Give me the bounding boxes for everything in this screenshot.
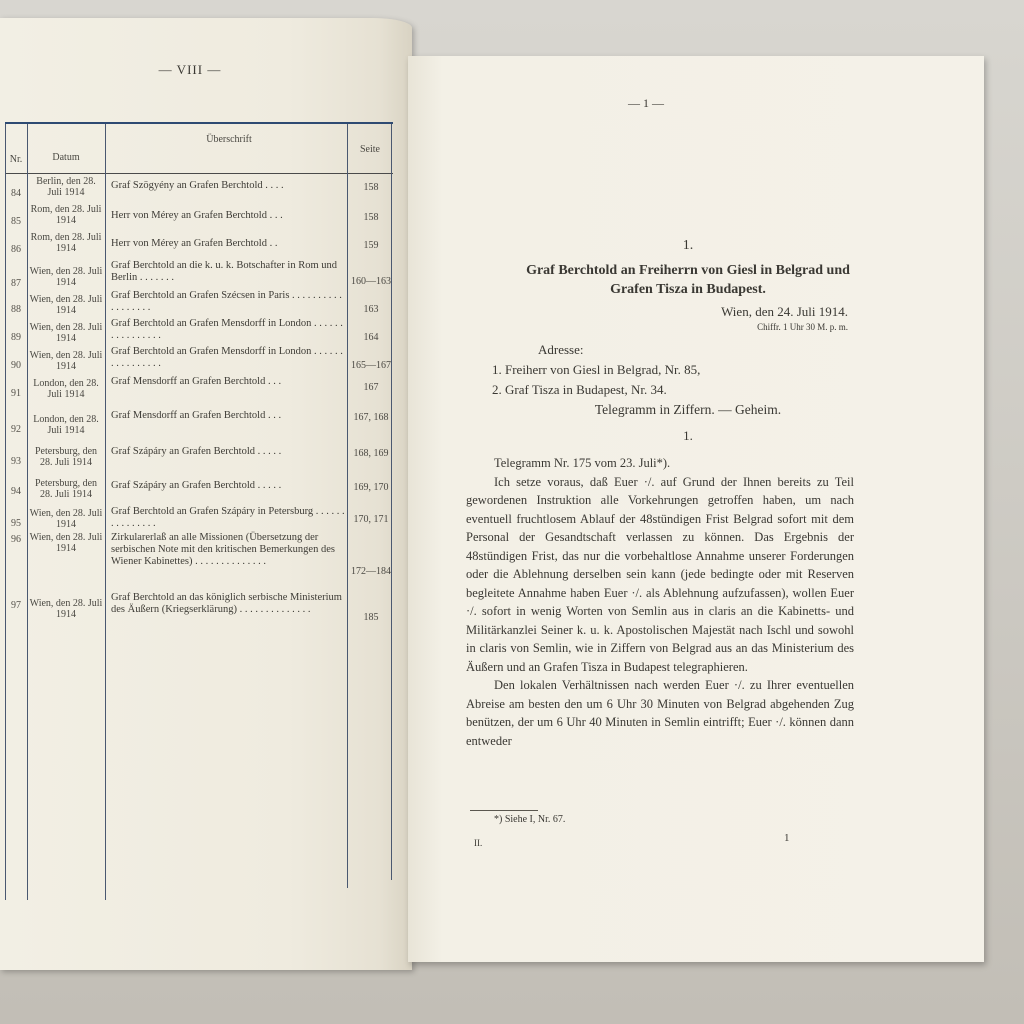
- telegram-number: 1.: [683, 428, 693, 443]
- row-nr: 86: [11, 244, 21, 255]
- row-page: 158: [363, 212, 379, 223]
- row-date: Wien, den 28. Juli 1914: [29, 294, 103, 316]
- right-page-header: — 1 —: [628, 96, 664, 110]
- row-title: Graf Berchtold an Grafen Szápáry in Petersburg . . . . . . . . . . . . . . .: [111, 506, 345, 529]
- row-title: Graf Szápáry an Grafen Berchtold . . . . .: [111, 446, 282, 457]
- th-seite: Seite: [360, 144, 380, 155]
- address-line: 1. Freiherr von Giesl in Belgrad, Nr. 85,: [492, 362, 701, 377]
- table-col-divider: [347, 124, 348, 888]
- row-page: 159: [363, 240, 379, 251]
- row-page: 168, 169: [353, 448, 389, 459]
- row-nr: 93: [11, 456, 21, 467]
- table-top-rule: [5, 122, 393, 124]
- row-page: 185: [363, 612, 379, 623]
- row-nr: 84: [11, 188, 21, 199]
- row-date: Wien, den 28. Juli 1914: [29, 266, 103, 288]
- row-nr: 96: [11, 534, 21, 545]
- telegram-reference: Telegramm Nr. 175 vom 23. Juli*).: [494, 456, 671, 470]
- row-nr: 85: [11, 216, 21, 227]
- row-nr: 89: [11, 332, 21, 343]
- cipher-time: Chiffr. 1 Uhr 30 M. p. m.: [757, 322, 848, 332]
- body-text: [466, 454, 854, 750]
- row-page: 158: [363, 182, 379, 193]
- row-title: Graf Szápáry an Grafen Berchtold . . . . .: [111, 480, 282, 491]
- footnote: *) Siehe I, Nr. 67.: [494, 814, 566, 825]
- row-title: Herr von Mérey an Grafen Berchtold . . .: [111, 210, 283, 221]
- table-border-right: [391, 124, 392, 880]
- toc-table: [5, 118, 393, 900]
- row-page: 172—184: [351, 566, 391, 577]
- row-title: Graf Berchtold an das königlich serbische Ministerium des Äußern (Kriegserklärung) . . . . . . . . . . . . . .: [111, 592, 342, 615]
- left-page-header: — VIII —: [158, 62, 222, 77]
- row-date: Wien, den 28. Juli 1914: [29, 322, 103, 344]
- row-nr: 94: [11, 486, 21, 497]
- row-nr: 87: [11, 278, 21, 289]
- row-nr: 92: [11, 424, 21, 435]
- row-date: Rom, den 28. Juli 1914: [30, 232, 102, 254]
- left-page: [0, 18, 412, 970]
- row-title: Graf Berchtold an Grafen Mensdorff in London . . . . . . . . . . . . . . . .: [111, 346, 343, 369]
- address-label: Adresse:: [538, 342, 584, 357]
- row-date: Wien, den 28. Juli 1914: [29, 508, 103, 530]
- row-title: Zirkularerlaß an alle Missionen (Übersetzung der serbischen Note mit den kritischen Bemerkungen des Wiener Kabinettes) . . . . . . . . . . . . . .: [111, 532, 335, 567]
- signature-number: 1: [784, 832, 790, 844]
- row-page: 160—163: [351, 276, 391, 287]
- document-title-line: Grafen Tisza in Budapest.: [610, 282, 766, 297]
- right-page: [408, 56, 984, 962]
- row-date: Wien, den 28. Juli 1914: [29, 598, 103, 620]
- table-col-divider: [27, 124, 28, 900]
- row-title: Graf Berchtold an Grafen Mensdorff in London . . . . . . . . . . . . . . . .: [111, 318, 343, 341]
- row-page: 163: [363, 304, 379, 315]
- row-page: 170, 171: [353, 514, 389, 525]
- dateline: Wien, den 24. Juli 1914.: [721, 304, 848, 319]
- row-page: 167: [363, 382, 379, 393]
- row-date: Wien, den 28. Juli 1914: [29, 532, 103, 554]
- paragraph: Ich setze voraus, daß Euer ·/. auf Grund der Ihnen bereits zu Teil gewordenen Instruktion alle Vorkehrungen getroffen haben, um nach eventuell fruchtlosem Ablauf der 48stündigen Frist Belgrad sofort mit dem Personal der Gesandtschaft verlassen zu können. Das Ergebnis der 48stündigen Frist, das nur die vorbehaltlose Annahme unserer Forderungen oder die Ablehnung derselben sein kann (jede bedingte oder mit Reserven begleitete Annahme haben Euer ·/. als Ablehnung aufzufassen), wollen Euer ·/. sofort in wenig Worten von Semlin aus in claris an die Kabinetts- und Militärkanzlei Seiner k. u. k. Apostolischen Majestät nach Ischl und sowohl in claris von Semlin, wie in Ziffern von Belgrad aus an das Ministerium des Äußern und an Grafen Tisza in Budapest telegraphieren.: [466, 474, 854, 674]
- row-date: Petersburg, den 28. Juli 1914: [34, 478, 98, 500]
- row-date: London, den 28. Juli 1914: [33, 414, 99, 436]
- footnote-rule: [470, 810, 538, 811]
- row-title: Herr von Mérey an Grafen Berchtold . .: [111, 238, 278, 249]
- row-nr: 88: [11, 304, 21, 315]
- table-col-divider: [105, 124, 106, 900]
- document-title-line: Graf Berchtold an Freiherrn von Giesl in Belgrad und: [526, 263, 850, 278]
- row-title: Graf Mensdorff an Grafen Berchtold . . .: [111, 410, 282, 421]
- row-page: 167, 168: [353, 412, 389, 423]
- document-number: 1.: [682, 238, 694, 253]
- th-ueberschrift: Überschrift: [206, 134, 252, 145]
- row-title: Graf Mensdorff an Grafen Berchtold . . .: [111, 376, 282, 387]
- table-header-rule: [5, 173, 393, 174]
- row-title: Graf Szögyény an Grafen Berchtold . . . .: [111, 180, 284, 191]
- row-date: Rom, den 28. Juli 1914: [30, 204, 102, 226]
- address-line: 2. Graf Tisza in Budapest, Nr. 34.: [492, 382, 667, 397]
- row-date: Berlin, den 28. Juli 1914: [36, 176, 96, 198]
- document-title: [448, 261, 928, 299]
- row-nr: 90: [11, 360, 21, 371]
- th-nr: Nr.: [9, 154, 23, 165]
- row-title: Graf Berchtold an Grafen Szécsen in Paris . . . . . . . . . . . . . . . . . .: [111, 290, 342, 313]
- row-date: London, den 28. Juli 1914: [33, 378, 99, 400]
- telegram-heading: Telegramm in Ziffern. — Geheim.: [594, 402, 782, 417]
- row-date: Petersburg, den 28. Juli 1914: [34, 446, 98, 468]
- paragraph: Den lokalen Verhältnissen nach werden Euer ·/. zu Ihrer eventuellen Abreise am besten den um 6 Uhr 30 Minuten von Belgrad abgehenden Zug benützen, der um 6 Uhr 40 Minuten in Semlin eintrifft; Euer ·/. können dann entweder: [466, 678, 854, 748]
- row-page: 169, 170: [353, 482, 389, 493]
- row-nr: 91: [11, 388, 21, 399]
- row-nr: 97: [11, 600, 21, 611]
- signature-mark: II.: [474, 838, 483, 848]
- row-page: 164: [363, 332, 379, 343]
- row-page: 165—167: [351, 360, 391, 371]
- row-nr: 95: [11, 518, 21, 529]
- th-datum: Datum: [52, 152, 80, 163]
- row-title: Graf Berchtold an die k. u. k. Botschafter in Rom und Berlin . . . . . . .: [111, 260, 337, 283]
- row-date: Wien, den 28. Juli 1914: [29, 350, 103, 372]
- table-border-left: [5, 124, 6, 900]
